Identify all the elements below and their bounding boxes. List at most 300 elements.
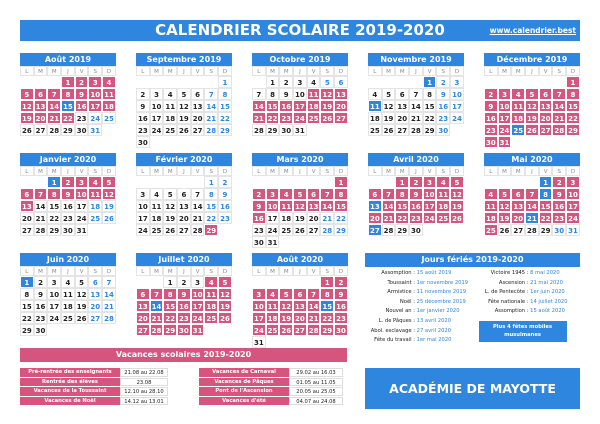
day-cell: 9 [136, 100, 150, 112]
holiday-name: Fête nationale : [488, 298, 529, 305]
day-cell: 18 [484, 212, 498, 224]
day-cell: 21 [191, 212, 205, 224]
day-cell: 15 [20, 300, 34, 312]
day-cell: 27 [191, 124, 205, 136]
holiday-name: L. de Pentecôte : [484, 289, 529, 296]
weekday-letter: M [34, 166, 48, 176]
day-cell: 13 [334, 88, 348, 100]
holiday-row [365, 279, 473, 289]
day-cell: 12 [75, 288, 89, 300]
day-cell: 2 [552, 176, 566, 188]
day-cell: 4 [436, 176, 450, 188]
weekday-letter: J [177, 166, 191, 176]
weekday-letter: J [409, 66, 423, 76]
empty-day-cell [252, 76, 266, 88]
weekday-letter: J [177, 66, 191, 76]
day-cell: 26 [498, 224, 512, 236]
day-cell: 23 [218, 212, 232, 224]
day-cell: 19 [525, 112, 539, 124]
day-cell: 9 [61, 188, 75, 200]
day-cell: 9 [34, 288, 48, 300]
weekday-letter: M [47, 266, 61, 276]
day-cell: 11 [484, 200, 498, 212]
day-cell: 11 [279, 200, 293, 212]
day-cell: 3 [88, 76, 102, 88]
vacances-row [20, 378, 168, 387]
weekday-letter: M [163, 166, 177, 176]
day-cell: 14 [552, 100, 566, 112]
holiday-date: 1er juin 2020 [528, 289, 565, 296]
holiday-date: 15 août 2020 [528, 308, 565, 315]
empty-day-cell [136, 76, 150, 88]
day-cell: 8 [539, 188, 553, 200]
month-calendar [368, 53, 464, 136]
day-cell: 19 [218, 300, 232, 312]
day-cell: 7 [252, 88, 266, 100]
day-cell: 23 [61, 212, 75, 224]
holiday-name: Nouvel an : [385, 308, 415, 315]
month-calendar [136, 153, 232, 236]
day-cell: 3 [423, 176, 437, 188]
day-cell: 17 [252, 312, 266, 324]
day-cell: 13 [34, 100, 48, 112]
weekday-letter: D [102, 66, 116, 76]
holiday-name: Assomption : [494, 308, 529, 315]
day-cell: 16 [279, 100, 293, 112]
day-cell: 27 [20, 224, 34, 236]
day-cell: 27 [539, 124, 553, 136]
day-cell: 26 [163, 224, 177, 236]
weekday-letter: M [498, 66, 512, 76]
empty-day-cell [150, 276, 164, 288]
weekday-letter: M [34, 266, 48, 276]
day-cell: 29 [395, 224, 409, 236]
day-cell: 16 [136, 112, 150, 124]
day-cell: 10 [252, 300, 266, 312]
day-cell: 23 [436, 112, 450, 124]
day-cell: 19 [75, 300, 89, 312]
day-cell: 3 [450, 76, 464, 88]
day-cell: 25 [102, 112, 116, 124]
day-cell: 18 [307, 100, 321, 112]
weekday-letter: D [334, 66, 348, 76]
holiday-row [365, 336, 473, 346]
day-cell: 26 [218, 312, 232, 324]
day-cell: 15 [566, 100, 580, 112]
vacances-left-table [20, 368, 168, 406]
day-cell: 4 [279, 188, 293, 200]
day-cell: 10 [88, 88, 102, 100]
day-cell: 11 [368, 100, 382, 112]
empty-day-cell [204, 76, 218, 88]
day-cell: 27 [88, 312, 102, 324]
day-cell: 7 [34, 188, 48, 200]
weekday-letter: V [307, 66, 321, 76]
weekday-letter: M [47, 166, 61, 176]
day-cell: 7 [409, 88, 423, 100]
holiday-row [365, 288, 473, 298]
day-cell: 30 [75, 124, 89, 136]
day-cell: 20 [191, 112, 205, 124]
day-cell: 30 [409, 224, 423, 236]
empty-day-cell [279, 276, 293, 288]
vacances-date: 29.02 au 16.03 [289, 368, 343, 377]
month-calendar [20, 253, 116, 336]
vacances-row [20, 397, 168, 406]
day-cell: 3 [498, 88, 512, 100]
day-cell: 29 [566, 124, 580, 136]
day-cell: 24 [498, 124, 512, 136]
holiday-date: 8 mai 2020 [528, 270, 560, 276]
day-cell: 31 [293, 124, 307, 136]
day-cell: 5 [163, 188, 177, 200]
vacances-row [199, 368, 343, 377]
vacances-label: Vacances de la Toussaint [20, 387, 120, 396]
day-cell: 29 [320, 324, 334, 336]
day-cell: 1 [320, 276, 334, 288]
day-cell: 18 [163, 112, 177, 124]
day-cell: 8 [204, 188, 218, 200]
day-cell: 8 [266, 88, 280, 100]
day-cell: 5 [525, 88, 539, 100]
day-cell: 20 [368, 212, 382, 224]
vacances-label: Vacances d'été [199, 397, 289, 406]
weekday-letter: L [368, 66, 382, 76]
day-cell: 1 [566, 76, 580, 88]
vacances-row [199, 387, 343, 396]
weekday-letter: M [150, 66, 164, 76]
weekday-letter: L [136, 266, 150, 276]
day-cell: 27 [177, 224, 191, 236]
holiday-row [365, 317, 473, 327]
day-cell: 5 [382, 88, 396, 100]
day-cell: 22 [20, 312, 34, 324]
weekday-letter: L [20, 266, 34, 276]
weekday-letter: J [61, 166, 75, 176]
day-cell: 4 [88, 176, 102, 188]
day-cell: 1 [334, 176, 348, 188]
day-cell: 11 [150, 200, 164, 212]
day-cell: 31 [191, 324, 205, 336]
day-cell: 14 [525, 200, 539, 212]
day-cell: 15 [320, 300, 334, 312]
weekday-letter: J [177, 266, 191, 276]
day-cell: 21 [307, 312, 321, 324]
day-cell: 13 [307, 200, 321, 212]
day-cell: 19 [102, 200, 116, 212]
day-cell: 22 [266, 112, 280, 124]
day-cell: 6 [307, 188, 321, 200]
month-title: Août 2019 [20, 53, 116, 66]
day-cell: 31 [566, 224, 580, 236]
day-cell: 21 [552, 112, 566, 124]
month-title: Octobre 2019 [252, 53, 348, 66]
day-cell: 24 [88, 112, 102, 124]
day-cell: 24 [150, 124, 164, 136]
holidays-left-column [365, 269, 473, 346]
month-title: Mai 2020 [484, 153, 580, 166]
weekday-letter: S [552, 66, 566, 76]
holiday-row [473, 279, 581, 289]
empty-day-cell [163, 176, 177, 188]
empty-day-cell [20, 176, 34, 188]
holidays-note-line: musulmanes [504, 331, 541, 338]
day-cell: 16 [61, 200, 75, 212]
empty-day-cell [34, 76, 48, 88]
day-cell: 10 [136, 200, 150, 212]
day-cell: 16 [436, 100, 450, 112]
day-cell: 11 [163, 100, 177, 112]
day-cell: 28 [34, 224, 48, 236]
day-cell: 6 [293, 288, 307, 300]
day-cell: 1 [163, 276, 177, 288]
month-title: Août 2020 [252, 253, 348, 266]
day-cell: 19 [20, 112, 34, 124]
empty-day-cell [252, 276, 266, 288]
empty-day-cell [525, 76, 539, 88]
empty-day-cell [539, 76, 553, 88]
day-cell: 30 [252, 236, 266, 248]
day-cell: 12 [320, 88, 334, 100]
holiday-date: 14 juillet 2020 [528, 298, 568, 305]
day-cell: 9 [334, 288, 348, 300]
day-cell: 25 [368, 124, 382, 136]
day-cell: 30 [34, 324, 48, 336]
day-cell: 26 [382, 124, 396, 136]
empty-day-cell [525, 176, 539, 188]
day-cell: 13 [293, 300, 307, 312]
day-cell: 1 [395, 176, 409, 188]
vacances-date: 04.07 au 24.08 [289, 397, 343, 406]
holiday-name: Fête du travail : [374, 337, 415, 344]
day-cell: 27 [395, 124, 409, 136]
day-cell: 3 [47, 276, 61, 288]
month-title: Février 2020 [136, 153, 232, 166]
day-cell: 13 [511, 200, 525, 212]
day-cell: 18 [266, 312, 280, 324]
holiday-row [365, 327, 473, 337]
holiday-row [473, 307, 581, 317]
day-cell: 8 [320, 288, 334, 300]
weekday-letter: V [423, 66, 437, 76]
day-cell: 24 [266, 224, 280, 236]
day-cell: 22 [61, 112, 75, 124]
weekday-letter: M [498, 166, 512, 176]
day-cell: 15 [266, 100, 280, 112]
empty-day-cell [20, 76, 34, 88]
day-cell: 15 [61, 100, 75, 112]
day-cell: 13 [177, 200, 191, 212]
day-cell: 28 [382, 224, 396, 236]
day-cell: 10 [498, 100, 512, 112]
weekday-letter: M [279, 66, 293, 76]
vacances-date: 01.05 au 11.05 [289, 378, 343, 387]
empty-day-cell [320, 176, 334, 188]
day-cell: 5 [450, 176, 464, 188]
day-cell: 26 [293, 224, 307, 236]
day-cell: 21 [150, 312, 164, 324]
day-cell: 19 [163, 212, 177, 224]
day-cell: 10 [293, 88, 307, 100]
day-cell: 4 [204, 276, 218, 288]
day-cell: 10 [150, 100, 164, 112]
month-calendar [20, 53, 116, 136]
month-calendar [136, 53, 232, 148]
holidays-note-line: Plus 4 fêtes mobiles [492, 323, 553, 330]
day-cell: 30 [177, 324, 191, 336]
empty-day-cell [293, 276, 307, 288]
weekday-letter: J [293, 166, 307, 176]
weekday-letter: J [61, 66, 75, 76]
day-cell: 10 [47, 288, 61, 300]
day-cell: 2 [436, 76, 450, 88]
empty-day-cell [191, 76, 205, 88]
holiday-name: Victoire 1945 : [490, 270, 529, 276]
weekday-letter: J [61, 266, 75, 276]
weekday-letter: S [436, 66, 450, 76]
vacances-row [199, 378, 343, 387]
day-cell: 19 [498, 212, 512, 224]
day-cell: 3 [136, 188, 150, 200]
weekday-letter: L [368, 166, 382, 176]
day-cell: 9 [279, 88, 293, 100]
day-cell: 31 [498, 136, 512, 148]
day-cell: 20 [511, 212, 525, 224]
weekday-letter: M [163, 66, 177, 76]
weekday-letter: V [191, 66, 205, 76]
day-cell: 12 [525, 100, 539, 112]
day-cell: 14 [34, 200, 48, 212]
day-cell: 22 [163, 312, 177, 324]
day-cell: 7 [552, 88, 566, 100]
weekday-letter: L [136, 66, 150, 76]
vacances-date: 14.12 au 13.01 [120, 397, 168, 406]
day-cell: 24 [450, 112, 464, 124]
weekday-letter: S [88, 166, 102, 176]
day-cell: 13 [136, 300, 150, 312]
day-cell: 28 [552, 124, 566, 136]
day-cell: 24 [75, 212, 89, 224]
weekday-letter: S [204, 66, 218, 76]
day-cell: 4 [368, 88, 382, 100]
day-cell: 12 [102, 188, 116, 200]
day-cell: 28 [252, 124, 266, 136]
empty-day-cell [47, 76, 61, 88]
empty-day-cell [368, 176, 382, 188]
day-cell: 7 [204, 88, 218, 100]
day-cell: 25 [150, 224, 164, 236]
day-cell: 14 [102, 288, 116, 300]
day-cell: 27 [307, 224, 321, 236]
day-cell: 2 [34, 276, 48, 288]
day-cell: 25 [204, 312, 218, 324]
day-cell: 6 [136, 288, 150, 300]
day-cell: 28 [320, 224, 334, 236]
month-title: Novembre 2019 [368, 53, 464, 66]
day-cell: 4 [61, 276, 75, 288]
month-title: Mars 2020 [252, 153, 348, 166]
empty-day-cell [177, 76, 191, 88]
day-cell: 25 [436, 212, 450, 224]
day-cell: 9 [552, 188, 566, 200]
day-cell: 11 [204, 288, 218, 300]
day-cell: 8 [163, 288, 177, 300]
day-cell: 9 [484, 100, 498, 112]
vacances-date: 12.10 au 28.10 [120, 387, 168, 396]
day-cell: 19 [279, 312, 293, 324]
day-cell: 11 [61, 288, 75, 300]
day-cell: 24 [252, 324, 266, 336]
day-cell: 2 [177, 276, 191, 288]
day-cell: 12 [163, 200, 177, 212]
day-cell: 25 [266, 324, 280, 336]
day-cell: 12 [382, 100, 396, 112]
vacances-label: Vacances de Pâques [199, 378, 289, 387]
day-cell: 1 [266, 76, 280, 88]
day-cell: 9 [177, 288, 191, 300]
day-cell: 29 [61, 124, 75, 136]
day-cell: 3 [266, 188, 280, 200]
day-cell: 12 [450, 188, 464, 200]
day-cell: 22 [320, 312, 334, 324]
page-header [20, 20, 580, 41]
vacances-row [20, 368, 168, 377]
empty-day-cell [511, 76, 525, 88]
day-cell: 6 [20, 188, 34, 200]
day-cell: 28 [47, 124, 61, 136]
vacances-label: Rentrée des élèves [20, 378, 120, 387]
weekday-letter: V [75, 66, 89, 76]
day-cell: 18 [102, 100, 116, 112]
day-cell: 24 [423, 212, 437, 224]
empty-day-cell [266, 176, 280, 188]
day-cell: 17 [88, 100, 102, 112]
day-cell: 14 [409, 100, 423, 112]
day-cell: 4 [266, 288, 280, 300]
day-cell: 5 [20, 88, 34, 100]
empty-day-cell [163, 76, 177, 88]
day-cell: 7 [320, 188, 334, 200]
day-cell: 9 [252, 200, 266, 212]
vacances-label: Pont de l'Ascension [199, 387, 289, 396]
day-cell: 19 [450, 200, 464, 212]
vacances-right-table [199, 368, 343, 406]
site-link[interactable]: www.calendrier.best [489, 26, 576, 35]
day-cell: 21 [204, 112, 218, 124]
day-cell: 15 [423, 100, 437, 112]
day-cell: 30 [61, 224, 75, 236]
day-cell: 20 [395, 112, 409, 124]
weekday-letter: J [525, 166, 539, 176]
day-cell: 25 [484, 224, 498, 236]
day-cell: 15 [395, 200, 409, 212]
weekday-letter: S [436, 166, 450, 176]
day-cell: 16 [177, 300, 191, 312]
day-cell: 11 [511, 100, 525, 112]
day-cell: 2 [252, 188, 266, 200]
day-cell: 5 [293, 188, 307, 200]
day-cell: 22 [423, 112, 437, 124]
vacances-row [199, 397, 343, 406]
day-cell: 22 [47, 212, 61, 224]
day-cell: 16 [334, 300, 348, 312]
empty-day-cell [511, 176, 525, 188]
day-cell: 11 [266, 300, 280, 312]
day-cell: 4 [511, 88, 525, 100]
day-cell: 14 [307, 300, 321, 312]
day-cell: 29 [20, 324, 34, 336]
day-cell: 31 [88, 124, 102, 136]
